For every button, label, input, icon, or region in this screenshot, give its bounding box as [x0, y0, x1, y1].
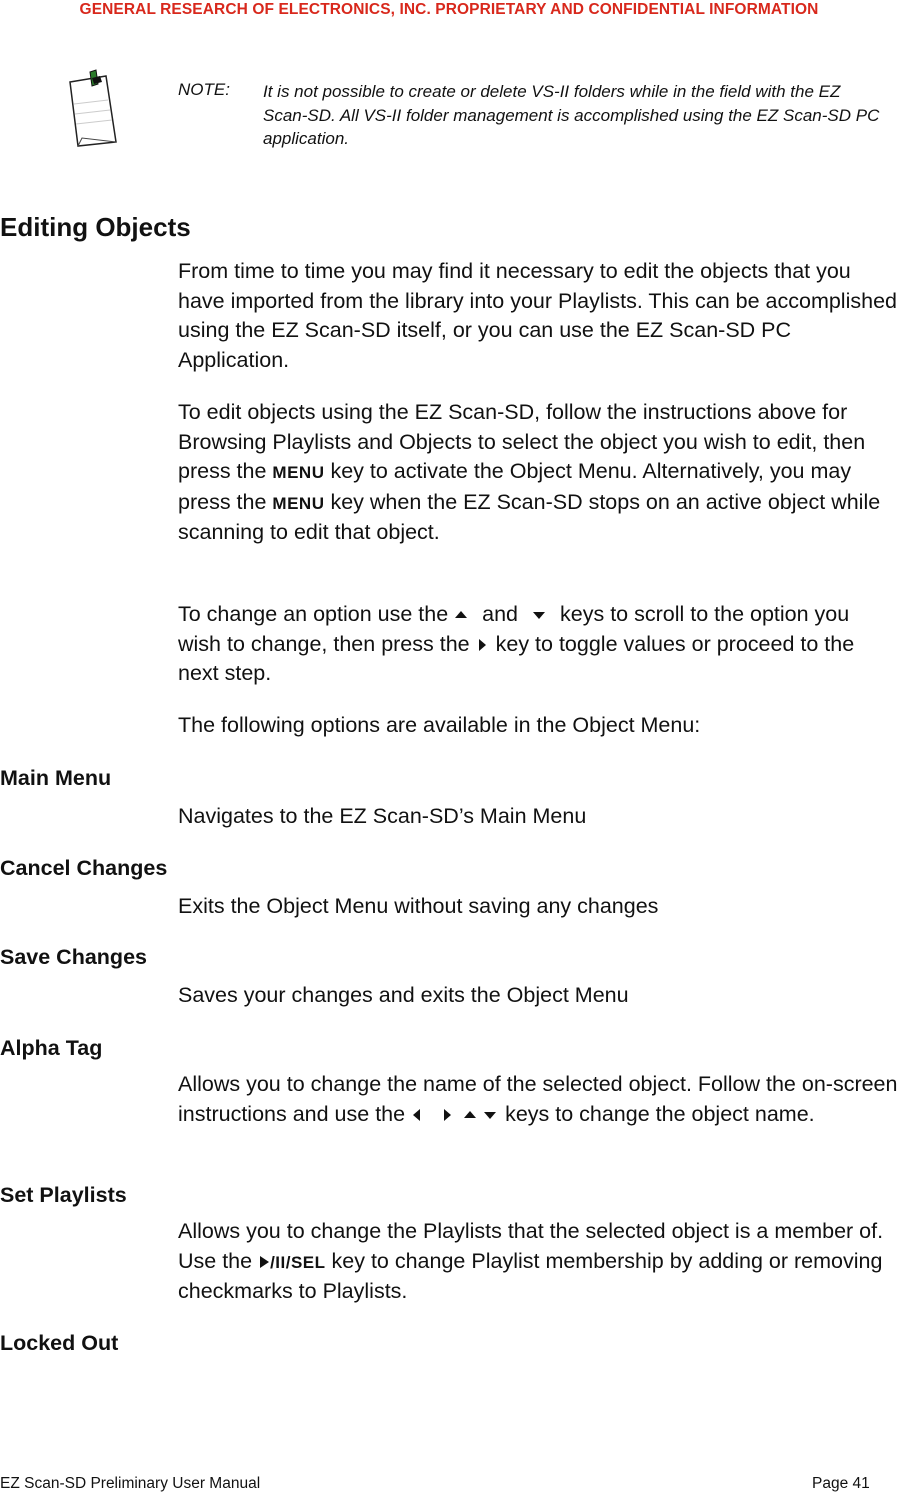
- footer-manual-title: EZ Scan-SD Preliminary User Manual: [0, 1475, 261, 1492]
- menu-key-label: MENU: [272, 463, 325, 482]
- option-title: Set Playlists: [0, 1183, 127, 1207]
- play-icon: [258, 1255, 270, 1269]
- option-desc: Allows you to change the Playlists that the selected object is a member of. Use the /II/SEL key to change Playlist membership by adding or removing checkmarks to Playlists.: [178, 1219, 884, 1303]
- note-label: NOTE:: [178, 80, 230, 99]
- options-intro: The following options are available in the Object Menu:: [178, 713, 701, 737]
- option-title: Save Changes: [0, 945, 147, 969]
- option-desc: Exits the Object Menu without saving any changes: [178, 894, 659, 918]
- play-pause-select-key-label: /II/SEL: [270, 1252, 326, 1272]
- down-arrow-icon: [532, 609, 546, 621]
- down-arrow-icon: [483, 1109, 497, 1121]
- right-arrow-icon: [476, 638, 488, 652]
- option-desc: Allows you to change the name of the selected object. Follow the on-screen instructions and use the keys to change the object name.: [178, 1072, 898, 1126]
- option-desc: Saves your changes and exits the Object Menu: [178, 983, 629, 1007]
- option-title: Alpha Tag: [0, 1036, 103, 1060]
- footer-page-number: Page 41: [812, 1475, 870, 1492]
- option-title: Main Menu: [0, 766, 112, 790]
- menu-key-label: MENU: [272, 493, 325, 513]
- edit-paragraph: To edit objects using the EZ Scan-SD, follow the instructions above for Browsing Playlists and Objects to select the object you wish to edit, then press the MENU key to activate the Object Menu. Alternatively, you may press the MENU key when the EZ Scan-SD stops on an active object while scanning to edit that object.: [178, 400, 881, 544]
- option-title: Locked Out: [0, 1331, 119, 1355]
- change-paragraph: To change an option use the and keys to scroll to the option you wish to change, then press the key to toggle values or proceed to the next step.: [178, 602, 855, 685]
- option-title: Cancel Changes: [0, 856, 168, 880]
- confidential-header: GENERAL RESEARCH OF ELECTRONICS, INC. PROPRIETARY AND CONFIDENTIAL INFORMATION: [79, 1, 819, 18]
- up-arrow-icon: [454, 609, 468, 621]
- up-arrow-icon: [463, 1109, 477, 1121]
- section-title: Editing Objects: [0, 212, 191, 242]
- intro-paragraph: From time to time you may find it necessary to edit the objects that you have imported from the library into your Playlists. This can be accomplished using the EZ Scan-SD itself, or you can use the EZ Scan-SD PC Application.: [178, 259, 897, 372]
- note-pad-icon: [62, 68, 124, 150]
- option-desc: Navigates to the EZ Scan-SD’s Main Menu: [178, 804, 587, 828]
- left-arrow-icon: [411, 1108, 423, 1122]
- right-arrow-icon: [441, 1108, 453, 1122]
- note-text: It is not possible to create or delete VS-II folders while in the field with the EZ Scan-SD. All VS-II folder management is accomplished using the EZ Scan-SD PC application.: [263, 82, 880, 148]
